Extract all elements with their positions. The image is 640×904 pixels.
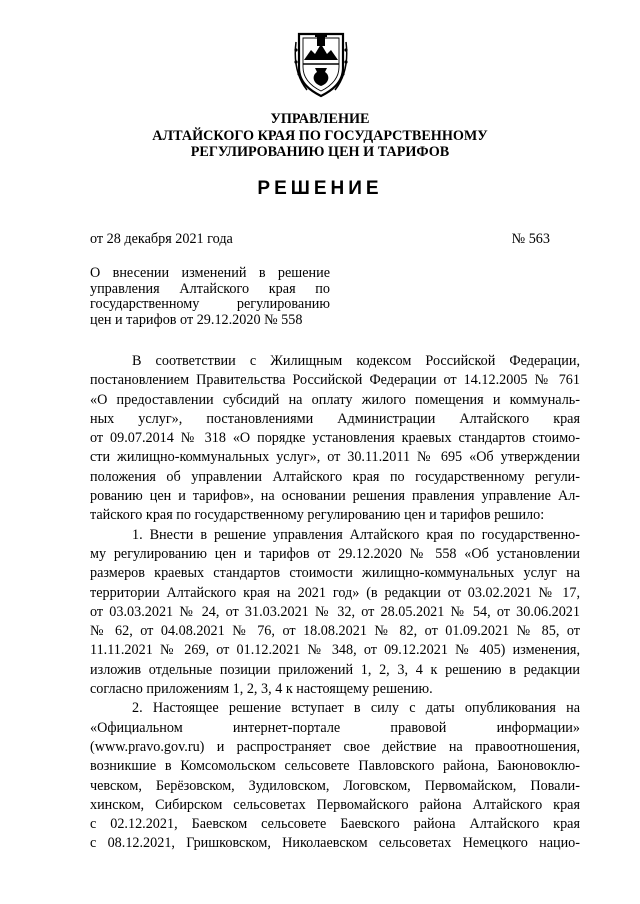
- body-line: чевском, Берёзовском, Зудиловском, Логовском, Первомайском, Повали-: [90, 777, 580, 794]
- body-line: положения об управлении Алтайского края по государственному регули-: [90, 468, 580, 485]
- body-line: ных услуг», постановлениями Администрации Алтайского края: [90, 410, 580, 427]
- agency-line: УПРАВЛЕНИЕ: [270, 111, 370, 127]
- coat-of-arms-emblem: [293, 28, 349, 98]
- subject-line: цен и тарифов от 29.12.2020 № 558: [90, 311, 303, 328]
- body-line: № 62, от 04.08.2021 № 76, от 18.08.2021 № 82, от 01.09.2021 № 85, от: [90, 623, 580, 640]
- agency-line: РЕГУЛИРОВАНИЮ ЦЕН И ТАРИФОВ: [190, 144, 450, 160]
- document-date: от 28 декабря 2021 года: [90, 231, 233, 247]
- body-line: рованию цен и тарифов», на основании решения правления управление Ал-: [90, 488, 580, 505]
- subject-line: государственному регулированию: [90, 296, 330, 312]
- body-line: от 03.03.2021 № 24, от 31.03.2021 № 32, от 28.05.2021 № 54, от 30.06.2021: [90, 603, 580, 620]
- body-line: от 09.07.2014 № 318 «О порядке установления краевых стандартов стоимо-: [90, 430, 580, 447]
- body-line: «Официальном интернет-портале правовой информации»: [90, 719, 580, 736]
- agency-line: АЛТАЙСКОГО КРАЯ ПО ГОСУДАРСТВЕННОМУ: [152, 127, 488, 144]
- body-line: хинском, Сибирском сельсоветах Первомайского района Алтайского края: [90, 796, 580, 813]
- document-body: [90, 352, 580, 854]
- body-line: «О предоставлении субсидий на оплату жилого помещения и коммуналь-: [90, 391, 580, 408]
- body-line: постановлением Правительства Российской Федерации от 14.12.2005 № 761: [90, 372, 580, 389]
- body-line: с 02.12.2021, Баевском сельсовете Баевского района Алтайского края: [90, 816, 580, 833]
- body-line: согласно приложениям 1, 2, 3, 4 к настоящему решению.: [90, 681, 433, 698]
- document-number: № 563: [511, 231, 550, 247]
- body-line: 2. Настоящее решение вступает в силу с даты опубликования на: [132, 700, 580, 717]
- document-type-title: РЕШЕНИЕ: [257, 178, 383, 199]
- body-line: изложив отдельные позиции приложений 1, 2, 3, 4 к решению в редакции: [90, 661, 580, 678]
- body-line: сти жилищно-коммунальных услуг», от 30.11.2011 № 695 «Об утверждении: [90, 449, 580, 466]
- body-line: возникшие в Комсомольском сельсовете Павловского района, Баюновоклю-: [90, 758, 580, 775]
- agency-name: [0, 111, 640, 161]
- document-subject: [90, 266, 330, 328]
- body-line: тайского края по государственному регулированию цен и тарифов решило:: [90, 507, 545, 524]
- body-line: 1. Внести в решение управления Алтайского края по государственно-: [132, 526, 580, 543]
- body-line: 11.11.2021 № 269, от 01.12.2021 № 348, от 09.12.2021 № 405) изменения,: [90, 642, 580, 659]
- body-line: с 08.12.2021, Гришковском, Николаевском сельсоветах Немецкого нацио-: [90, 835, 580, 852]
- body-line: В соответствии с Жилищным кодексом Российской Федерации,: [132, 353, 580, 369]
- body-line: размеров краевых стандартов стоимости жилищно-коммунальных услуг на: [90, 565, 580, 582]
- body-line: (www.pravo.gov.ru) и распространяет свое действие на правоотношения,: [90, 738, 580, 755]
- body-line: му регулированию цен и тарифов от 29.12.2020 № 558 «Об установлении: [90, 545, 580, 562]
- subject-line: управления Алтайского края по: [90, 280, 330, 297]
- subject-line: О внесении изменений в решение: [90, 265, 330, 281]
- body-line: территории Алтайского края на 2021 год» (в редакции от 03.02.2021 № 17,: [90, 584, 580, 601]
